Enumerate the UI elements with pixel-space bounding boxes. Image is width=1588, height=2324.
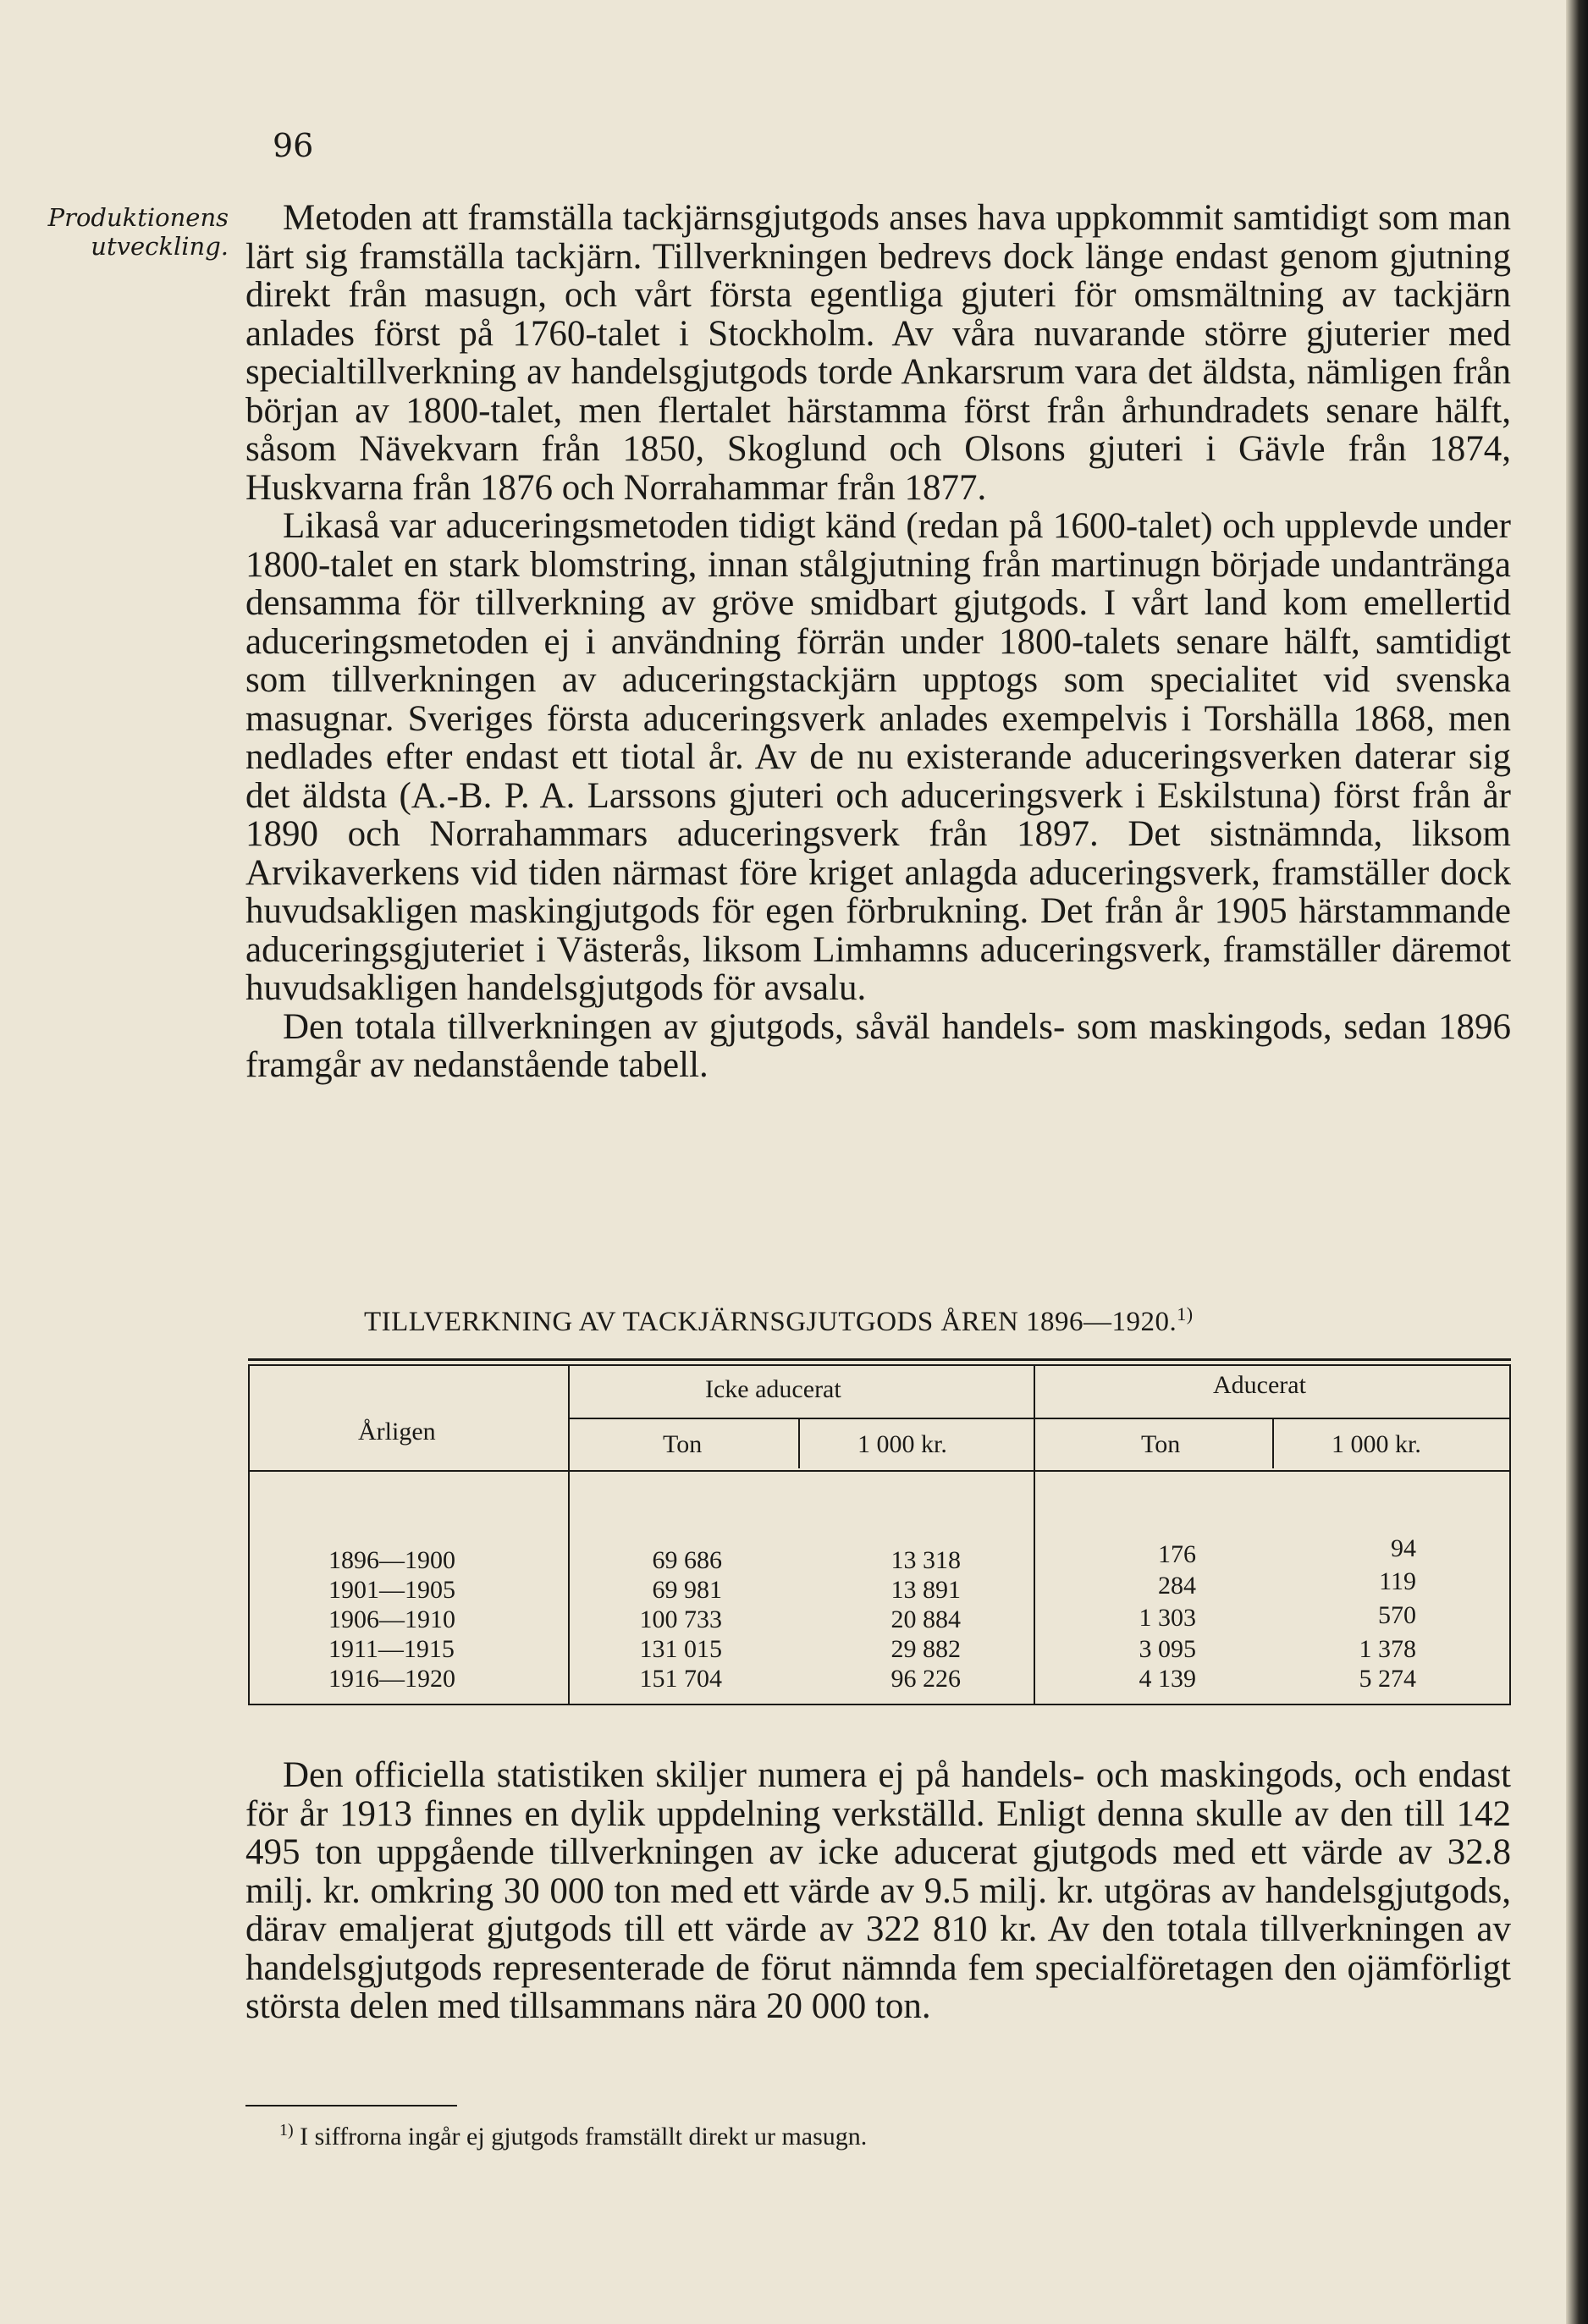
table-title-footnote-mark: 1) <box>1177 1303 1194 1324</box>
row-header: Årligen <box>358 1418 436 1446</box>
table-subcol-divider <box>798 1419 800 1468</box>
footnote-divider <box>245 2105 457 2106</box>
table-top-rule <box>248 1358 1511 1361</box>
margin-note <box>0 203 229 261</box>
cell-period: 1911—1915 <box>328 1635 455 1663</box>
cell-icke-kr: 13 318 <box>890 1546 961 1574</box>
footnote-text: I siffrorna ingår ej gjutgods framställt direkt ur masugn. <box>300 2123 868 2151</box>
table-top-rule-inner <box>248 1364 1511 1366</box>
cell-aduc-kr: 570 <box>1378 1601 1416 1629</box>
table-bottom-rule <box>248 1704 1511 1705</box>
cell-icke-ton: 151 704 <box>639 1665 722 1693</box>
sub-header-kr: 1 000 kr. <box>857 1430 947 1458</box>
footnote <box>279 2121 867 2151</box>
margin-note-line: Produktionens <box>47 203 229 232</box>
body-text-bottom <box>245 1756 1511 2026</box>
cell-aduc-ton: 284 <box>1158 1572 1196 1600</box>
cell-icke-kr: 13 891 <box>890 1576 961 1604</box>
cell-icke-kr: 96 226 <box>890 1665 961 1693</box>
group-header-aducerat: Aducerat <box>1213 1371 1306 1399</box>
sub-header-ton: Ton <box>663 1430 703 1458</box>
table-left-border <box>248 1365 250 1704</box>
paragraph: Den totala tillverkningen av gjutgods, såväl handels- som maskingods, sedan 1896 framgår av nedanstående tabell. <box>245 1006 1511 1085</box>
sub-header-ton: Ton <box>1141 1430 1181 1458</box>
table-right-border <box>1509 1365 1511 1704</box>
cell-aduc-ton: 1 303 <box>1139 1604 1196 1632</box>
cell-icke-ton: 131 015 <box>639 1635 722 1663</box>
cell-icke-ton: 69 981 <box>652 1576 722 1604</box>
table-title <box>364 1303 1194 1338</box>
body-text-top <box>245 199 1511 1085</box>
page-number: 96 <box>273 127 314 164</box>
cell-aduc-ton: 4 139 <box>1139 1665 1196 1693</box>
cell-aduc-kr: 5 274 <box>1359 1665 1416 1693</box>
cell-aduc-kr: 1 378 <box>1359 1635 1416 1663</box>
table-group-rule <box>568 1418 1509 1419</box>
footnote-mark: 1) <box>279 2121 294 2140</box>
cell-period: 1916—1920 <box>328 1665 455 1693</box>
paragraph: Metoden att framställa tackjärnsgjutgods anses hava uppkommit samtidigt som man lärt sig framställa tackjärn. Tillverkningen bedrevs dock länge endast genom gjutning direkt från masugn, och vårt första egentliga gjuteri för omsmältning av tackjärn anlades först på 1760-talet i Stockholm. Av våra nuvarande större gjuterier med specialtillverkning av handelsgjutgods torde Ankarsrum vara det äldsta, nämligen från början av 1800-talet, men flertalet härstamma först från århundradets senare hälft, såsom Nävekvarn från 1850, Skoglund och Olsons gjuteri i Gävle från 1874, Huskvarna från 1876 och Norrahammar från 1877. <box>245 198 1511 508</box>
cell-icke-kr: 29 882 <box>890 1635 961 1663</box>
cell-icke-ton: 69 686 <box>652 1546 722 1574</box>
paragraph: Den officiella statistiken skiljer numera ej på handels- och maskingods, och endast för år 1913 finnes en dylik uppdelning verkställd. Enligt denna skulle av den till 142 495 ton uppgående tillverkningen av icke aducerat gjutgods med ett värde av 32.8 milj. kr. omkring 30 000 ton med ett värde av 9.5 milj. kr. utgöras av handelsgjutgods, därav emaljerat gjutgods till ett värde av 322 810 kr. Av den totala tillverkningen av handelsgjutgods representerade de förut nämnda fem specialföretagen den ojämförligt största delen med tillsammans nära 20 000 ton. <box>245 1755 1511 2026</box>
group-header-icke-aducerat: Icke aducerat <box>705 1375 841 1403</box>
cell-icke-kr: 20 884 <box>890 1605 961 1633</box>
table-subcol-divider <box>1272 1419 1274 1468</box>
cell-period: 1896—1900 <box>328 1546 455 1574</box>
cell-aduc-ton: 176 <box>1158 1540 1196 1568</box>
cell-period: 1906—1910 <box>328 1605 455 1633</box>
cell-aduc-kr: 119 <box>1379 1567 1416 1595</box>
sub-header-kr: 1 000 kr. <box>1332 1430 1421 1458</box>
cell-aduc-kr: 94 <box>1391 1534 1416 1562</box>
page-edge-shadow <box>1566 0 1588 2324</box>
paragraph: Likaså var aduceringsmetoden tidigt känd (redan på 1600-talet) och upplevde under 1800-talet en stark blomstring, innan stålgjutning från martinugn började undanträngа densamma för tillverkning av gröve smidbart gjutgods. I vårt land kom emellertid aduceringsmetoden ej i användning förrän under 1800-talets senare hälft, samtidigt som tillverkningen av aduceringstackjärn upptogs som specialitet vid svenska masugnar. Sveriges första aduceringsverk anlades exempelvis i Torshälla 1868, men nedlades efter endast ett tiotal år. Av de nu existerande aduceringsverken daterar sig det äldsta (A.-B. P. A. Larssons gjuteri och aduceringsverk i Eskilstuna) först från år 1890 och Norrahammars aduceringsverk från 1897. Det sistnämnda, liksom Arvikaverkens vid tiden närmast före kriget anlagda aduceringsverk, framställer dock huvudsakligen maskingjutgods för egen förbrukning. Det från år 1905 härstammande aduceringsgjuteriet i Västerås, liksom Limhamns aduceringsverk, framställer däremot huvudsakligen handelsgjutgods för avsalu. <box>245 506 1511 1008</box>
cell-period: 1901—1905 <box>328 1576 455 1604</box>
table-header-rule <box>248 1470 1511 1472</box>
production-table <box>248 1358 1511 1705</box>
table-title-text: TILLVERKNING AV TACKJÄRNSGJUTGODS ÅREN 1896—1920. <box>364 1307 1177 1337</box>
cell-icke-ton: 100 733 <box>639 1605 722 1633</box>
margin-note-line: utveckling. <box>91 232 229 261</box>
cell-aduc-ton: 3 095 <box>1139 1635 1196 1663</box>
